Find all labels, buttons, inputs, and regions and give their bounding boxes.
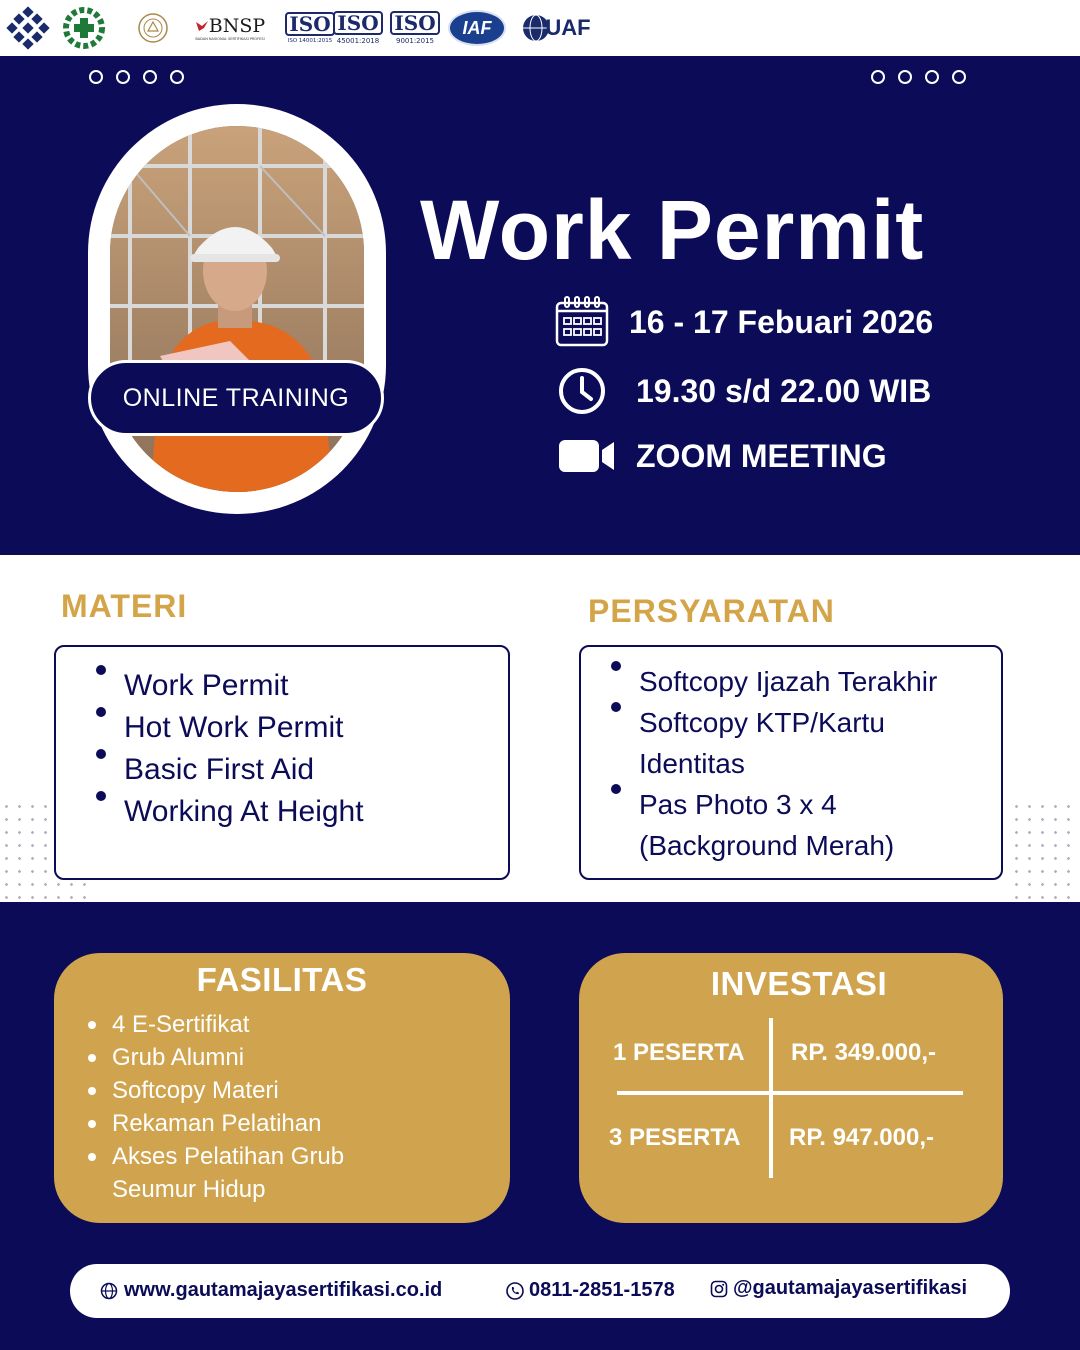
decor-dot-grid-right: [1010, 800, 1080, 900]
phone-icon: [505, 1281, 525, 1301]
website-link[interactable]: [100, 1279, 442, 1302]
online-training-label: ONLINE TRAINING: [122, 383, 350, 412]
materi-item: Hot Work Permit: [124, 707, 364, 749]
persyaratan-item-text-cont: (Background Merah): [639, 830, 895, 861]
decor-dots-left: [89, 70, 184, 84]
fasilitas-list: [112, 1008, 344, 1206]
investasi-harga-3: RP. 947.000,-: [789, 1124, 934, 1151]
materi-item: Work Permit: [124, 665, 364, 707]
platform-row: [558, 436, 887, 476]
fasilitas-heading: FASILITAS: [196, 961, 368, 998]
persyaratan-item: [639, 661, 999, 702]
fasilitas-item: 4 E-Sertifikat: [112, 1008, 344, 1041]
event-platform: ZOOM MEETING: [636, 437, 887, 474]
investasi-peserta-3: 3 PESERTA: [609, 1124, 741, 1151]
phone-text: 0811-2851-1578: [529, 1279, 675, 1301]
iso-14001-logo: [286, 6, 334, 50]
event-date: 16 - 17 Febuari 2026: [629, 303, 934, 340]
instagram-text: @gautamajayasertifikasi: [733, 1277, 968, 1299]
logo-bar: [0, 0, 1080, 56]
website-text: www.gautamajayasertifikasi.co.id: [124, 1279, 443, 1301]
iso-45001-mark: ISO: [333, 11, 382, 35]
persyaratan-heading: PERSYARATAN: [588, 593, 835, 629]
instagram-link[interactable]: [710, 1277, 967, 1300]
fasilitas-item: Grub Alumni: [112, 1041, 344, 1074]
persyaratan-item-text-cont: Identitas: [639, 748, 745, 779]
globe-icon: [100, 1282, 118, 1300]
decor-dot: [952, 70, 966, 84]
fasilitas-item: Softcopy Materi: [112, 1074, 344, 1107]
bnsp-text: BNSP: [208, 15, 266, 37]
investasi-peserta-1: 1 PESERTA: [613, 1039, 745, 1066]
decor-dot: [89, 70, 103, 84]
decor-dot: [143, 70, 157, 84]
video-camera-icon: [558, 436, 616, 476]
footer-contact-bar: [70, 1264, 1010, 1318]
time-row: [558, 366, 931, 416]
decor-dot: [898, 70, 912, 84]
bnsp-bird-icon: [195, 19, 209, 33]
investasi-harga-1: RP. 349.000,-: [791, 1039, 936, 1066]
kemnaker-logo-icon: [6, 6, 50, 50]
table-divider-vertical: [769, 1018, 773, 1178]
uaf-logo: [516, 6, 596, 50]
calendar-icon: [555, 296, 611, 348]
persyaratan-list: [639, 661, 999, 866]
phone-link[interactable]: [505, 1279, 675, 1302]
event-time: 19.30 s/d 22.00 WIB: [636, 372, 932, 409]
iso-45001-logo: [336, 6, 380, 50]
clock-icon: [558, 366, 608, 416]
worker-photo: [110, 126, 364, 492]
materi-box: [54, 645, 510, 880]
iso-9001-mark: ISO: [390, 11, 439, 35]
fasilitas-item: Akses Pelatihan Grub: [112, 1140, 344, 1173]
iso-9001-logo: [392, 6, 438, 50]
materi-heading: MATERI: [61, 588, 188, 624]
decor-dots-right: [871, 70, 966, 84]
persyaratan-item-text: Softcopy Ijazah Terakhir: [639, 666, 938, 697]
iaf-logo: [448, 6, 506, 50]
decor-dot: [170, 70, 184, 84]
persyaratan-item: [639, 702, 999, 784]
persyaratan-item: [639, 784, 999, 866]
iso-45001-label: 45001:2018: [336, 37, 380, 45]
instagram-icon: [710, 1280, 728, 1298]
persyaratan-box: [579, 645, 1003, 880]
fasilitas-card: [54, 953, 510, 1223]
decor-dot: [871, 70, 885, 84]
bnsp-subtext: BADAN NASIONAL SERTIFIKASI PROFESI: [195, 37, 265, 41]
investasi-card: [579, 953, 1003, 1223]
date-row: [555, 296, 933, 348]
table-divider-horizontal: [617, 1091, 963, 1095]
investasi-heading: INVESTASI: [710, 965, 888, 1002]
decor-dot: [925, 70, 939, 84]
bnsp-logo: [190, 6, 270, 50]
decor-dot: [116, 70, 130, 84]
persyaratan-item-text: Pas Photo 3 x 4: [639, 789, 837, 820]
iaf-text: IAF: [462, 17, 492, 38]
k3-logo-icon: [62, 6, 106, 50]
materi-item: Basic First Aid: [124, 749, 364, 791]
online-training-badge: [88, 360, 384, 436]
uaf-text: UAF: [545, 15, 591, 40]
iso-14001-label: ISO 14001:2015: [287, 38, 333, 44]
fasilitas-item-cont: Seumur Hidup: [112, 1176, 266, 1203]
iso-9001-label: 9001:2015: [396, 37, 434, 45]
page-title: Work Permit: [420, 183, 925, 277]
materi-item: Working At Height: [124, 791, 364, 833]
iso-14001-mark: ISO: [285, 12, 334, 36]
fasilitas-item: Rekaman Pelatihan: [112, 1107, 344, 1140]
persyaratan-item-text: Softcopy KTP/Kartu: [639, 707, 885, 738]
company-seal-icon: [128, 6, 178, 50]
materi-list: [124, 665, 364, 833]
